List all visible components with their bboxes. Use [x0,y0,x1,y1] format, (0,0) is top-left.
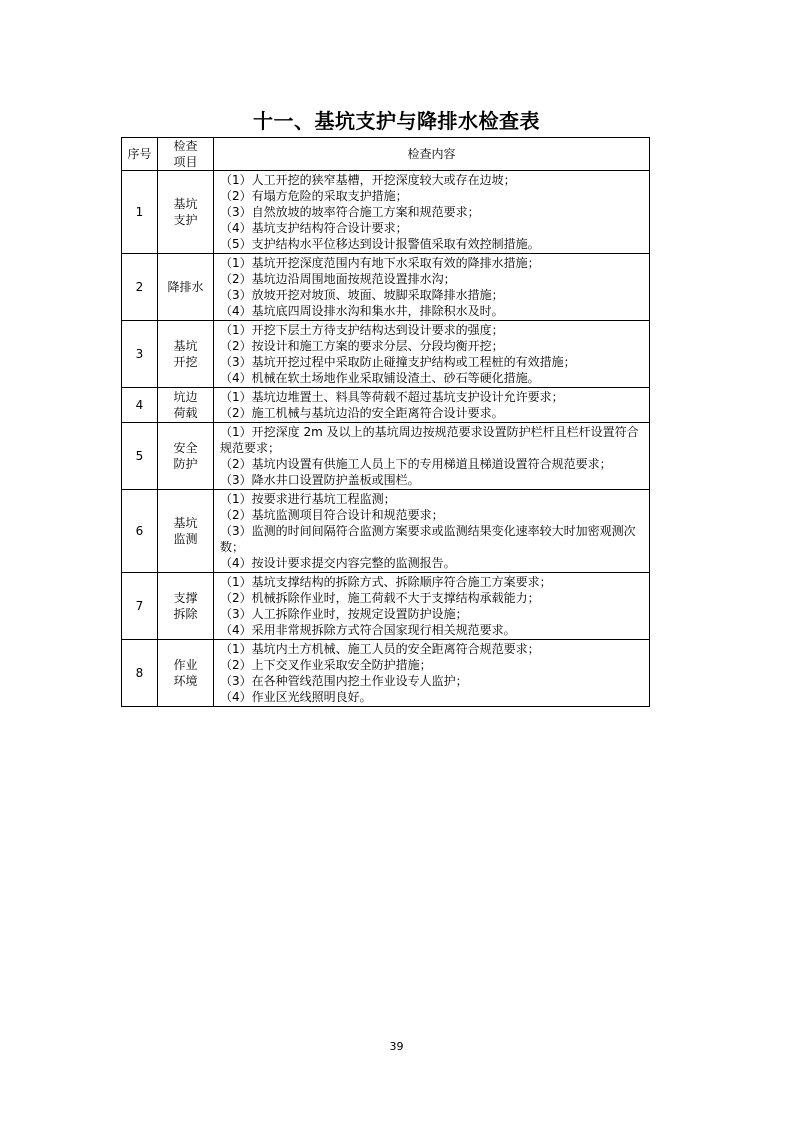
check-content-line: （1）按要求进行基坑工程监测； [220,492,396,506]
row-check-content [214,254,650,321]
header-content: 检查内容 [214,138,650,171]
row-check-content [214,171,650,254]
check-content-line: （2）基坑边沿周围地面按规范设置排水沟； [220,272,456,286]
table-row [122,171,650,254]
row-check-content [214,640,650,707]
row-check-item: 基坑 开挖 [158,321,214,388]
row-check-content [214,423,650,490]
row-check-item: 基坑 监测 [158,490,214,573]
check-content-line: （4）机械在软土场地作业采取铺设渣土、砂石等硬化措施。 [220,371,540,385]
page-number: 39 [389,1040,404,1053]
check-content-line: （3）降水井口设置防护盖板或围栏。 [220,473,420,487]
check-content-line: （2）基坑监测项目符合设计和规范要求； [220,508,444,522]
inspection-table-container [121,137,649,707]
check-content-line: （1）基坑边堆置土、料具等荷载不超过基坑支护设计允许要求； [220,390,564,404]
check-content-line: （1）人工开挖的狭窄基槽，开挖深度较大或存在边坡； [220,173,516,187]
check-content-line: （2）上下交叉作业采取安全防护措施； [220,658,432,672]
row-number: 5 [122,423,158,490]
row-check-item: 基坑 支护 [158,171,214,254]
table-row [122,640,650,707]
header-item: 检查 项目 [158,138,214,171]
check-content-line: （2）按设计和施工方案的要求分层、分段均衡开挖； [220,339,504,353]
check-content-line: （1）开挖深度 2m 及以上的基坑周边按规范要求设置防护栏杆且栏杆设置符合规范要求； [220,425,639,455]
row-check-item: 作业 环境 [158,640,214,707]
row-check-item: 降排水 [158,254,214,321]
check-content-line: （3）放坡开挖对坡顶、坡面、坡脚采取降排水措施； [220,288,504,302]
table-row [122,490,650,573]
check-content-line: （3）在各种管线范围内挖土作业设专人监护； [220,674,468,688]
check-content-line: （1）基坑支撑结构的拆除方式、拆除顺序符合施工方案要求； [220,575,552,589]
table-body [122,171,650,707]
row-number: 6 [122,490,158,573]
page-title: 十一、基坑支护与降排水检查表 [253,109,540,133]
check-content-line: （1）开挖下层土方待支护结构达到设计要求的强度； [220,323,504,337]
check-content-line: （3）监测的时间间隔符合监测方案要求或监测结果变化速率较大时加密观测次数； [220,524,636,554]
check-content-line: （4）基坑支护结构符合设计要求； [220,221,408,235]
check-content-line: （4）采用非常规拆除方式符合国家现行相关规范要求。 [220,623,516,637]
row-number: 8 [122,640,158,707]
row-number: 4 [122,388,158,423]
table-row [122,388,650,423]
inspection-table [121,137,650,707]
check-content-line: （2）基坑内设置有供施工人员上下的专用梯道且梯道设置符合规范要求； [220,457,612,471]
table-header-row [122,138,650,171]
row-check-content [214,321,650,388]
row-check-content [214,388,650,423]
table-row [122,254,650,321]
check-content-line: （4）作业区光线照明良好。 [220,690,372,704]
check-content-line: （2）有塌方危险的采取支护措施； [220,189,408,203]
check-content-line: （1）基坑开挖深度范围内有地下水采取有效的降排水措施； [220,256,540,270]
table-row [122,321,650,388]
check-content-line: （4）基坑底四周设排水沟和集水井，排除积水及时。 [220,304,504,318]
row-check-item: 安全 防护 [158,423,214,490]
check-content-line: （3）基坑开挖过程中采取防止碰撞支护结构或工程桩的有效措施； [220,355,576,369]
table-row [122,573,650,640]
check-content-line: （1）基坑内土方机械、施工人员的安全距离符合规范要求； [220,642,540,656]
row-number: 3 [122,321,158,388]
check-content-line: （5）支护结构水平位移达到设计报警值采取有效控制措施。 [220,237,540,251]
row-check-content [214,573,650,640]
row-check-item: 坑边 荷载 [158,388,214,423]
table-row [122,423,650,490]
row-number: 1 [122,171,158,254]
row-number: 2 [122,254,158,321]
header-no: 序号 [122,138,158,171]
check-content-line: （3）人工拆除作业时，按规定设置防护设施； [220,607,468,621]
check-content-line: （2）机械拆除作业时，施工荷载不大于支撑结构承载能力； [220,591,540,605]
check-content-line: （3）自然放坡的坡率符合施工方案和规范要求； [220,205,480,219]
row-check-content [214,490,650,573]
check-content-line: （4）按设计要求提交内容完整的监测报告。 [220,556,456,570]
row-check-item: 支撑 拆除 [158,573,214,640]
row-number: 7 [122,573,158,640]
check-content-line: （2）施工机械与基坑边沿的安全距离符合设计要求。 [220,406,504,420]
